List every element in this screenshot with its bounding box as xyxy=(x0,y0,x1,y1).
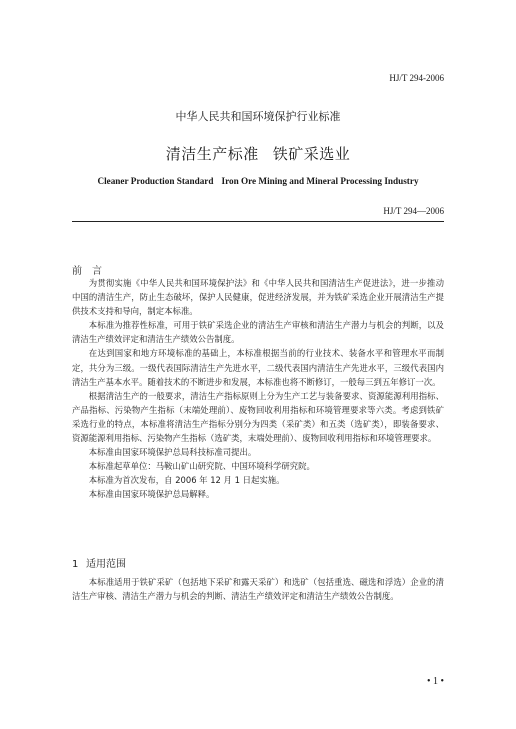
header-divider xyxy=(72,221,444,222)
foreword-body xyxy=(72,276,444,502)
english-title-part1: Cleaner Production Standard xyxy=(97,176,214,186)
foreword-paragraph: 本标准起草单位：马鞍山矿山研究院、中国环境科学研究院。 xyxy=(88,461,315,472)
standard-number-top: HJ/T 294-2006 xyxy=(389,73,444,83)
scope-section-number: 1 xyxy=(72,559,79,570)
foreword-paragraph: 本标准由国家环境保护总局解释。 xyxy=(88,489,215,500)
standard-code: HJ/T 294—2006 xyxy=(383,206,444,216)
foreword-paragraph: 根据清洁生产的一般要求，清洁生产指标原则上分为生产工艺与装备要求、资源能源利用指标、产品指标、污染物产生指标（末端处理前）、废物回收利用指标和环境管理要求等六类。考虑到铁矿采选行业的特点，本标准将清洁生产指标分别分为四类（采矿类）和五类（选矿类），即装备要求、资源能源利用指标、污染物产生指标（选矿类，末端处理前）、废物回收利用指标和环境管理要求。 xyxy=(72,390,444,444)
scope-section-title: 适用范围 xyxy=(86,559,126,570)
chinese-title-part2: 铁矿采选业 xyxy=(272,145,351,163)
scope-heading xyxy=(72,555,126,570)
page-number: • 1 • xyxy=(426,676,444,687)
scope-paragraph: 本标准适用于铁矿采矿（包括地下采矿和露天采矿）和选矿（包括重选、磁选和浮选）企业的清洁生产审核、清洁生产潜力与机会的判断、清洁生产绩效评定和清洁生产绩效公告制度。 xyxy=(72,577,444,602)
industry-standard-heading: 中华人民共和国环境保护行业标准 xyxy=(175,110,341,123)
foreword-paragraph: 在达到国家和地方环境标准的基础上，本标准根据当前的行业技术、装备水平和管理水平而制定，共分为三级。一级代表国际清洁生产先进水平，二级代表国内清洁生产先进水平，三级代表国内清洁生产基本水平。随着技术的不断进步和发展，本标准也将不断修订，一般每三到五年修订一次。 xyxy=(72,348,444,387)
foreword-paragraph: 本标准为首次发布，自 2006 年 12 月 1 日起实施。 xyxy=(88,475,285,486)
foreword-paragraph: 为贯彻实施《中华人民共和国环境保护法》和《中华人民共和国清洁生产促进法》，进一步推动中国的清洁生产，防止生态破坏，保护人民健康，促进经济发展，并为铁矿采选企业开展清洁生产提供技术支持和导向，制定本标准。 xyxy=(72,278,444,317)
chinese-title xyxy=(0,143,516,164)
english-title xyxy=(0,176,516,186)
foreword-heading: 前言 xyxy=(72,266,112,277)
foreword-paragraph: 本标准由国家环境保护总局科技标准司提出。 xyxy=(88,447,257,458)
scope-body xyxy=(72,575,444,603)
foreword-paragraph: 本标准为推荐性标准，可用于铁矿采选企业的清洁生产审核和清洁生产潜力与机会的判断，以及清洁生产绩效评定和清洁生产绩效公告制度。 xyxy=(72,320,444,345)
chinese-title-part1: 清洁生产标准 xyxy=(165,145,259,163)
english-title-part2: Iron Ore Mining and Mineral Processing Industry xyxy=(221,176,419,186)
